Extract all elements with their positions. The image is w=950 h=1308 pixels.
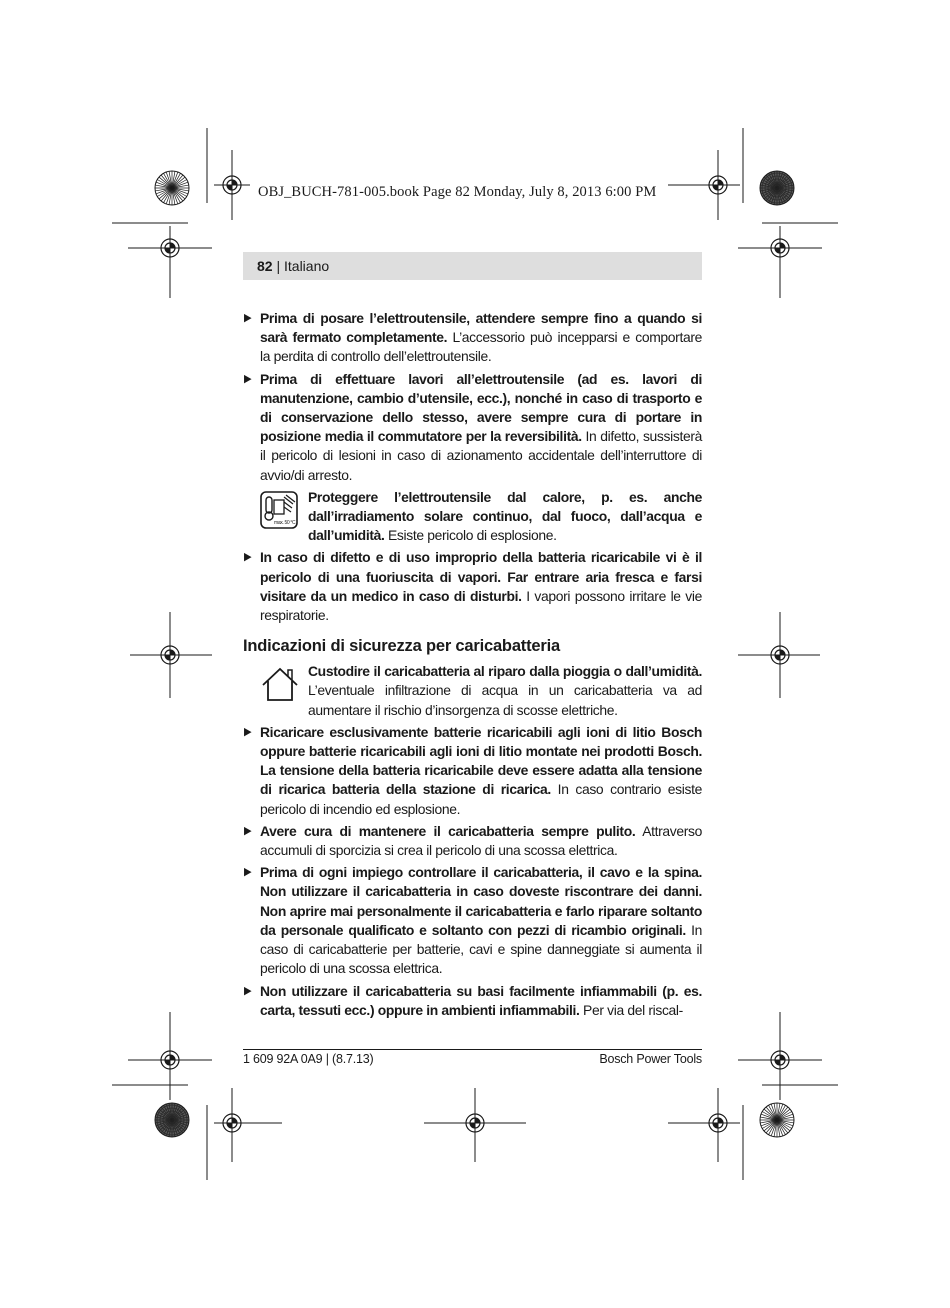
safety-item (243, 548, 702, 625)
heat-notice-bold: Proteggere l’elettroutensile dal calore, p. es. anche dall’irradiamento solare continuo, dal fuoco, dall’acqua e dall’umidità. (308, 488, 702, 544)
footer-brand: Bosch Power Tools (599, 1052, 702, 1066)
page-header (243, 252, 702, 280)
house-indoor-icon (260, 665, 300, 708)
safety-item-text: L’accessorio può incepparsi e comportare la perdita di controllo dell’elettroutensile. (260, 329, 702, 365)
bullet-triangle-icon: ▶ (244, 312, 252, 324)
safety-item-text: In difetto, sussisterà il pericolo di lesioni in caso di azionamento accidentale dell’interruttore di avvio/di arresto. (260, 428, 702, 483)
safety-item-bold: Prima di posare l’elettroutensile, attendere sempre fino a quando si sarà fermato completamente. (260, 310, 702, 346)
bullet-triangle-icon: ▶ (244, 372, 252, 385)
safety-item (243, 982, 702, 1020)
safety-item (243, 370, 702, 485)
safety-item (243, 822, 702, 860)
sunburst-target-icon (155, 1103, 189, 1137)
safety-item-text: Attraverso accumuli di sporcizia si crea il pericolo di una scossa elettrica. (260, 822, 702, 859)
bullet-triangle-icon: ▶ (244, 824, 252, 837)
header-separator: | (272, 258, 284, 274)
print-slug-line: OBJ_BUCH-781-005.book Page 82 Monday, July 8, 2013 6:00 PM (258, 184, 657, 200)
sunburst-target-icon (760, 171, 794, 205)
safety-item (243, 723, 702, 819)
safety-item-bold: Non utilizzare il caricabatteria su basi facilmente infiammabili (p. es. carta, tessuti ecc.) oppure in ambienti infiammabili. (260, 982, 702, 1018)
heat-notice (243, 488, 702, 546)
safety-item-bold: Ricaricare esclusivamente batterie ricaricabili agli ioni di litio Bosch oppure batterie ricaricabili agli ioni di litio montate nei prodotti Bosch. La tensione della batteria ricaricabile deve essere adatta alla tensione di ricarica batteria della stazione di ricarica. (260, 723, 702, 798)
safety-item-bold: Prima di ogni impiego controllare il caricabatteria, il cavo e la spina. Non utilizzare il caricabatteria in caso doveste riscontrare dei danni. Non aprire mai personalmente il caricabatteria e farlo riparare soltanto da personale qualificato e soltanto con pezzi di ricambio originali. (260, 864, 702, 938)
safety-item-text: In caso contrario esiste pericolo di incendio ed esplosione. (260, 781, 702, 817)
bullet-triangle-icon: ▶ (244, 725, 252, 738)
bullet-triangle-icon: ▶ (244, 984, 252, 997)
safety-item-bold: Prima di effettuare lavori all’elettroutensile (ad es. lavori di manutenzione, cambio d’utensile, ecc.), nonché in caso di trasporto e di conservazione dello stesso, avere sempre cura di portare in posizione media il commutatore per la reversibilità. (260, 370, 702, 445)
indoor-notice (243, 662, 702, 720)
sunburst-target-icon (155, 171, 189, 205)
heat-icon-label: max. 50 °C (274, 519, 296, 526)
safety-item-text: Per via del riscal- (579, 1001, 683, 1018)
main-content (243, 309, 702, 1023)
header-language: Italiano (284, 258, 330, 274)
page-number: 82 (257, 258, 273, 274)
heat-warning-icon (260, 491, 298, 534)
safety-item (243, 309, 702, 367)
indoor-notice-text: L’eventuale infiltrazione di acqua in un caricabatteria va ad aumentare il rischio d’insorgenza di scosse elettriche. (308, 682, 702, 718)
safety-item-text: I vapori possono irritare le vie respiratorie. (260, 587, 702, 624)
bullet-triangle-icon: ▶ (244, 551, 252, 564)
safety-item-bold: Avere cura di mantenere il caricabatteria sempre pulito. (260, 822, 636, 839)
indoor-notice-bold: Custodire il caricabatteria al riparo dalla pioggia o dall’umidità. (308, 663, 702, 680)
section-title: Indicazioni di sicurezza per caricabatteria (243, 637, 560, 656)
safety-item (243, 863, 702, 978)
heat-notice-text: Esiste pericolo di esplosione. (384, 527, 557, 544)
sunburst-target-icon (760, 1103, 794, 1137)
bullet-triangle-icon: ▶ (244, 866, 252, 879)
footer-doc-code: 1 609 92A 0A9 | (8.7.13) (243, 1052, 374, 1066)
footer-rule (243, 1049, 702, 1050)
safety-item-bold: In caso di difetto e di uso improprio della batteria ricaricabile vi è il pericolo di una fuoriuscita di vapori. Far entrare aria fresca e farsi visitare da un medico in caso di disturbi. (260, 549, 702, 604)
safety-item-text: In caso di caricabatterie per batterie, cavi e spine danneggiate si aumenta il pericolo di una scossa elettrica. (260, 921, 702, 977)
